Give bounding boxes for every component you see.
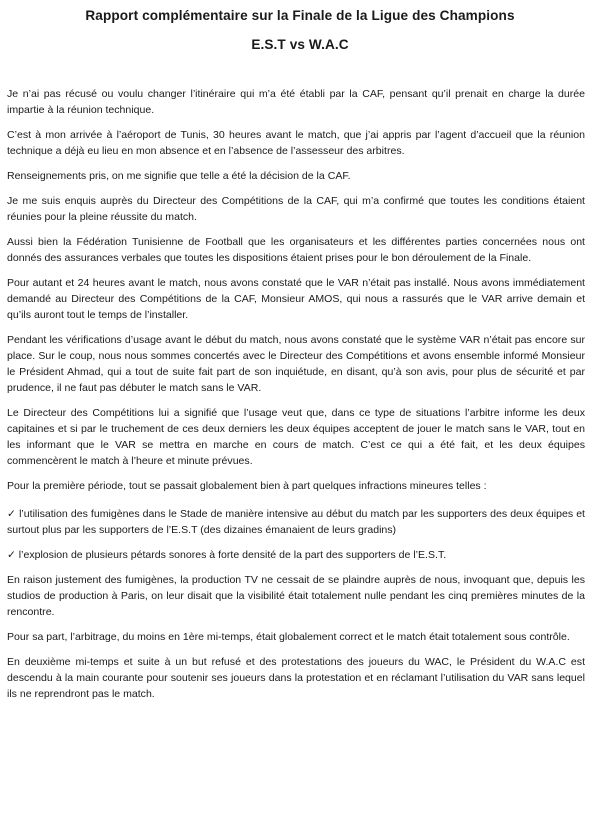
list-item-petards: ✓ l’explosion de plusieurs pétards sonores à forte densité de la part des supporters de l’E.S.T. [7, 549, 447, 561]
paragraph-premiere-periode: Pour la première période, tout se passait globalement bien à part quelques infractions mineures telles : [7, 480, 487, 492]
document-title: Rapport complémentaire sur la Finale de la Ligue des Champions [85, 8, 515, 23]
document-subtitle: E.S.T vs W.A.C [251, 37, 349, 52]
paragraph-itineraire: Je n’ai pas récusé ou voulu changer l’itinéraire qui m’a été établi par la CAF, pensant qu’il prenait en charge la durée impartie à la réunion technique. [7, 88, 585, 116]
paragraph-production-tv: En raison justement des fumigènes, la production TV ne cessait de se plaindre auprès de nous, invoquant que, depuis les studios de production à Paris, on leur disait que la visibilité était totalement nulle pendant les cinq premières minutes de la rencontre. [7, 574, 585, 618]
paragraph-directeur-competitions: Je me suis enquis auprès du Directeur des Compétitions de la CAF, qui m’a confirmé que toutes les conditions étaient réunies pour la pleine réussite du match. [7, 195, 585, 223]
paragraph-var-non-installe: Pour autant et 24 heures avant le match, nous avons constaté que le VAR n’était pas installé. Nous avons immédiatement demandé au Directeur des Compétitions de la CAF, Monsieur AMOS, qui nous a rassurés que le VAR arrive demain et qu’ils auront tout le temps de l’installer. [7, 277, 585, 321]
paragraph-arrivee-aeroport: C’est à mon arrivée à l’aéroport de Tunis, 30 heures avant le match, que j’ai appris par l’agent d’accueil que la réunion technique a déjà eu lieu en mon absence et en l’absence de l’assesseur des arbitres. [7, 129, 585, 157]
paragraph-deuxieme-mi-temps: En deuxième mi-temps et suite à un but refusé et des protestations des joueurs du WAC, le Président du W.A.C est descendu à la main courante pour soutenir ses joueurs dans la protestation et en réclamant l’utilisation du VAR sans lequel ils ne reprendront pas le match. [7, 656, 585, 700]
paragraph-verifications: Pendant les vérifications d’usage avant le début du match, nous avons constaté que le système VAR n’était pas encore sur place. Sur le coup, nous nous sommes concertés avec le Directeur des Compétitions et avons ensemble informé Monsieur le Président Ahmad, qui a tout de suite fait part de son inquiétude, en disant, qu’à son avis, pour plus de sécurité et par prudence, il ne faut pas débuter le match sans le VAR. [7, 334, 585, 394]
list-item-fumigenes: ✓ l’utilisation des fumigènes dans le Stade de manière intensive au début du match par les supporters des deux équipes et surtout plus par les supporters de l’E.S.T (des dizaines émanaient de leurs gradins) [7, 508, 585, 536]
document-body [7, 86, 585, 711]
paragraph-renseignements: Renseignements pris, on me signifie que telle a été la décision de la CAF. [7, 170, 351, 182]
paragraph-assurances: Aussi bien la Fédération Tunisienne de Football que les organisateurs et les différentes parties concernées nous ont donnés des assurances verbales que toutes les dispositions étaient prises pour le bon déroulement de la Finale. [7, 236, 585, 264]
paragraph-arbitrage: Pour sa part, l’arbitrage, du moins en 1ère mi-temps, était globalement correct et le match était totalement sous contrôle. [7, 631, 570, 643]
paragraph-usage-capitaines: Le Directeur des Compétitions lui a signifié que l’usage veut que, dans ce type de situations l’arbitre informe les deux capitaines et si par le truchement de ces deux derniers les deux équipes acceptent de jouer le match sans le VAR, tout en les informant que le VAR se mettra en marche en cours de match. C’est ce qui a été fait, et les deux équipes commencèrent le match à l’heure et minute prévues. [7, 407, 585, 467]
